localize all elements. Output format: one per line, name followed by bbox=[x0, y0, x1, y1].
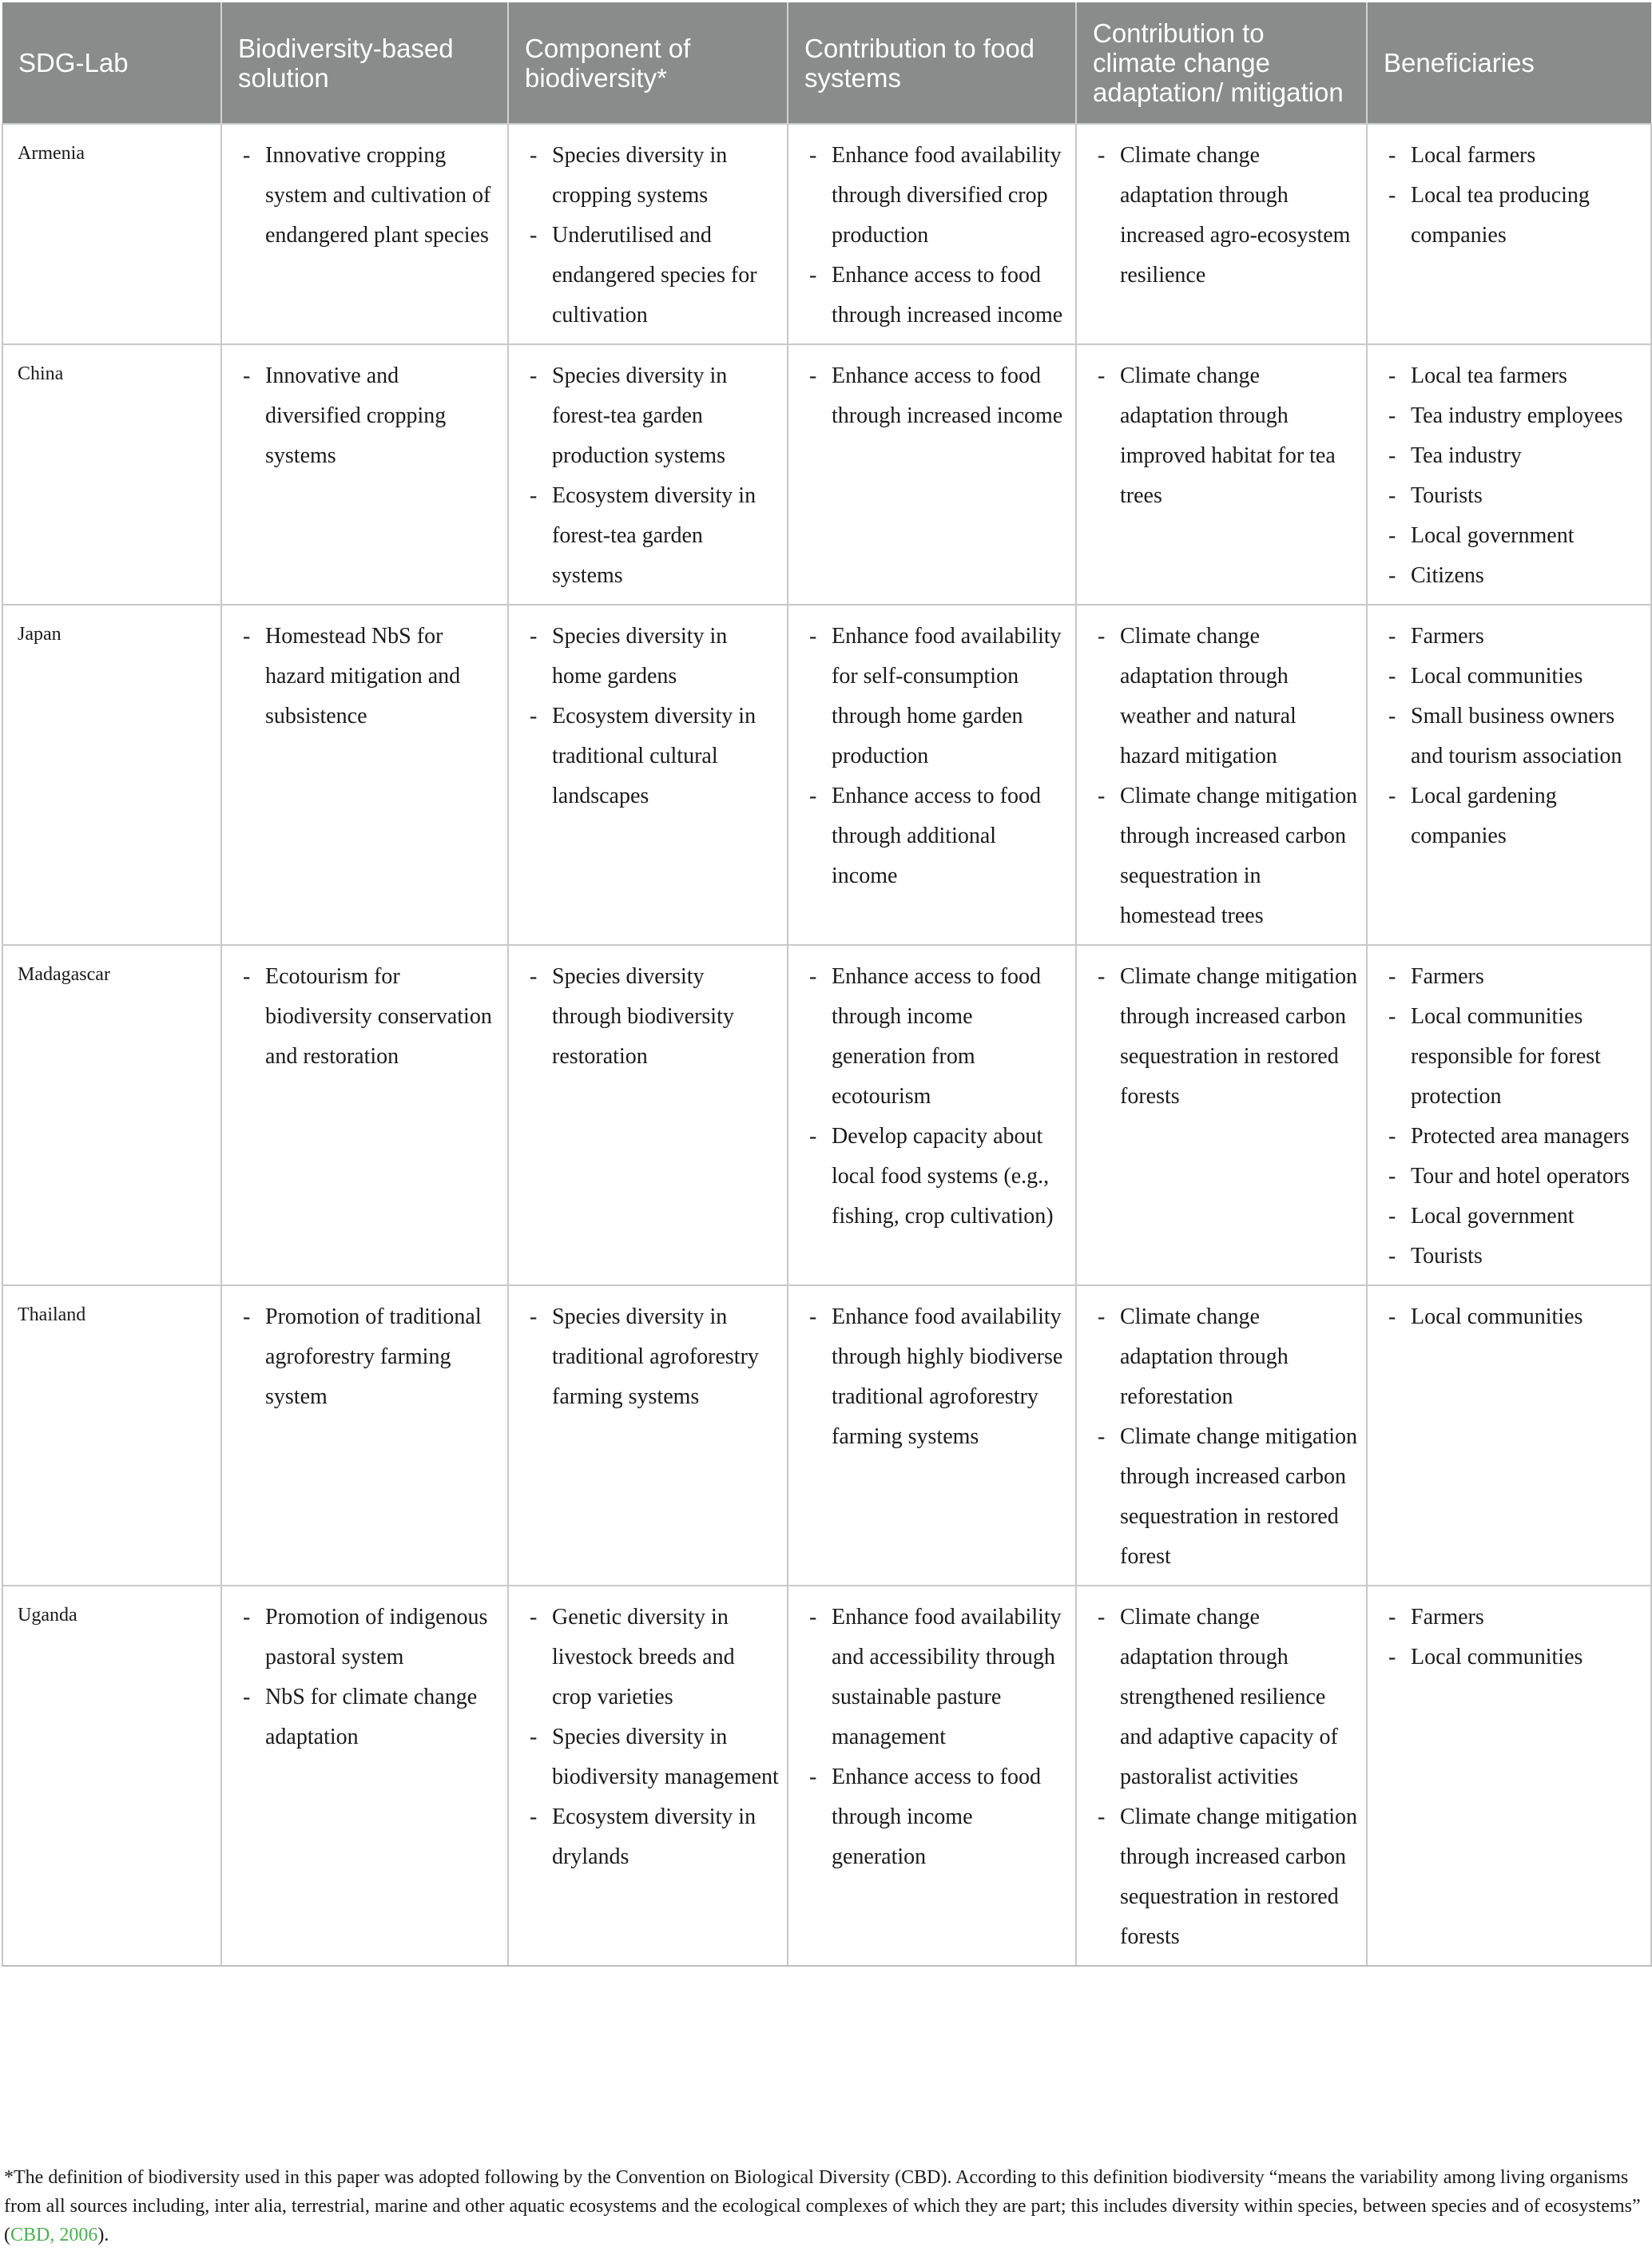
sdg-lab-table bbox=[2, 2, 1652, 1967]
climate-cell bbox=[1076, 1285, 1367, 1586]
list-item: - Ecosystem diversity in forest-tea garden systems bbox=[528, 476, 779, 596]
list-item: - Climate change adaptation through weather and natural hazard mitigation bbox=[1096, 617, 1358, 776]
food-systems-cell bbox=[788, 945, 1076, 1285]
list-item: - Tourists bbox=[1387, 476, 1642, 516]
list-item: - Enhance access to food through income generation from ecotourism bbox=[808, 957, 1067, 1117]
list-item: - Innovative cropping system and cultivation of endangered plant species bbox=[241, 136, 499, 256]
footnote-text: *The definition of biodiversity used in this paper was adopted following by the Convention on Biological Diversity (CBD). According to this definition biodiversity “means the variability among living organisms from all sources including, inter alia, terrestrial, marine and other aquatic ecosystems and the ecological complexes of which they are part; this includes diversity within species, between species and of ecosystems” ( bbox=[4, 2167, 1641, 2245]
list-item: - Tour and hotel operators bbox=[1387, 1157, 1642, 1197]
beneficiaries-cell bbox=[1367, 1586, 1651, 1966]
list-item: - Develop capacity about local food systems (e.g., fishing, crop cultivation) bbox=[808, 1117, 1067, 1237]
component-cell bbox=[508, 1586, 788, 1966]
component-cell bbox=[508, 945, 788, 1285]
table-header bbox=[2, 2, 1651, 124]
list-item: - Enhance access to food through increased income bbox=[808, 356, 1067, 436]
food-systems-cell bbox=[788, 1586, 1076, 1966]
beneficiaries-cell bbox=[1367, 344, 1651, 605]
bullet-list bbox=[1387, 356, 1642, 596]
country-cell: Thailand bbox=[2, 1285, 221, 1586]
bullet-list bbox=[1096, 957, 1358, 1117]
list-item: - Species diversity in biodiversity management bbox=[528, 1717, 779, 1797]
component-cell bbox=[508, 1285, 788, 1586]
list-item: - Species diversity in traditional agroforestry farming systems bbox=[528, 1297, 779, 1417]
list-item: - Enhance food availability for self-consumption through home garden production bbox=[808, 617, 1067, 776]
bullet-list bbox=[528, 957, 779, 1077]
table-row bbox=[2, 1285, 1651, 1586]
list-item: - Ecosystem diversity in drylands bbox=[528, 1797, 779, 1877]
bullet-list bbox=[528, 356, 779, 596]
climate-cell bbox=[1076, 605, 1367, 945]
solution-cell bbox=[221, 344, 508, 605]
climate-cell bbox=[1076, 124, 1367, 344]
bullet-list bbox=[528, 136, 779, 335]
list-item: - Climate change mitigation through increased carbon sequestration in restored forests bbox=[1096, 957, 1358, 1117]
bullet-list bbox=[1387, 957, 1642, 1276]
component-cell bbox=[508, 124, 788, 344]
country-cell: Uganda bbox=[2, 1586, 221, 1966]
table-body bbox=[2, 124, 1651, 1966]
bullet-list bbox=[241, 136, 499, 256]
list-item: - Local government bbox=[1387, 516, 1642, 556]
header-sdg-lab: SDG-Lab bbox=[2, 2, 221, 124]
bullet-list bbox=[808, 957, 1067, 1237]
list-item: - Local tea farmers bbox=[1387, 356, 1642, 396]
component-cell bbox=[508, 605, 788, 945]
bullet-list bbox=[808, 617, 1067, 896]
table-container bbox=[2, 2, 1650, 1967]
solution-cell bbox=[221, 1285, 508, 1586]
bullet-list bbox=[528, 617, 779, 816]
list-item: - Enhance food availability through highly biodiverse traditional agroforestry farming systems bbox=[808, 1297, 1067, 1457]
table-row bbox=[2, 605, 1651, 945]
list-item: - Local farmers bbox=[1387, 136, 1642, 176]
bullet-list bbox=[528, 1598, 779, 1877]
list-item: - Local communities responsible for forest protection bbox=[1387, 997, 1642, 1117]
list-item: - Tourists bbox=[1387, 1237, 1642, 1276]
bullet-list bbox=[1096, 356, 1358, 516]
bullet-list bbox=[241, 617, 499, 736]
bullet-list bbox=[241, 1598, 499, 1757]
list-item: - Farmers bbox=[1387, 617, 1642, 657]
bullet-list bbox=[1387, 617, 1642, 856]
list-item: - Local communities bbox=[1387, 657, 1642, 697]
list-item: - Farmers bbox=[1387, 1598, 1642, 1638]
food-systems-cell bbox=[788, 344, 1076, 605]
bullet-list bbox=[808, 1598, 1067, 1877]
list-item: - Species diversity through biodiversity restoration bbox=[528, 957, 779, 1077]
list-item: - Enhance food availability and accessibility through sustainable pasture management bbox=[808, 1598, 1067, 1757]
footnote bbox=[4, 2163, 1642, 2249]
bullet-list bbox=[241, 1297, 499, 1417]
beneficiaries-cell bbox=[1367, 945, 1651, 1285]
country-cell: Armenia bbox=[2, 124, 221, 344]
list-item: - Species diversity in cropping systems bbox=[528, 136, 779, 216]
list-item: - Genetic diversity in livestock breeds and crop varieties bbox=[528, 1598, 779, 1717]
bullet-list bbox=[808, 1297, 1067, 1457]
header-row bbox=[2, 2, 1651, 124]
bullet-list bbox=[1096, 1598, 1358, 1957]
solution-cell bbox=[221, 605, 508, 945]
bullet-list bbox=[528, 1297, 779, 1417]
header-climate: Contribution to climate change adaptation/ mitigation bbox=[1076, 2, 1367, 124]
list-item: - Enhance food availability through diversified crop production bbox=[808, 136, 1067, 256]
list-item: - Tea industry employees bbox=[1387, 396, 1642, 436]
table-row bbox=[2, 124, 1651, 344]
climate-cell bbox=[1076, 344, 1367, 605]
bullet-list bbox=[1096, 136, 1358, 296]
list-item: - NbS for climate change adaptation bbox=[241, 1677, 499, 1757]
list-item: - Promotion of indigenous pastoral system bbox=[241, 1598, 499, 1677]
country-cell: China bbox=[2, 344, 221, 605]
bullet-list bbox=[1387, 1297, 1642, 1337]
list-item: - Enhance access to food through income generation bbox=[808, 1757, 1067, 1877]
list-item: - Local communities bbox=[1387, 1297, 1642, 1337]
food-systems-cell bbox=[788, 124, 1076, 344]
header-component: Component of biodiversity* bbox=[508, 2, 788, 124]
table-row bbox=[2, 1586, 1651, 1966]
bullet-list bbox=[1387, 136, 1642, 256]
beneficiaries-cell bbox=[1367, 124, 1651, 344]
solution-cell bbox=[221, 1586, 508, 1966]
list-item: - Enhance access to food through increased income bbox=[808, 256, 1067, 335]
bullet-list bbox=[1096, 1297, 1358, 1577]
food-systems-cell bbox=[788, 605, 1076, 945]
list-item: - Farmers bbox=[1387, 957, 1642, 997]
bullet-list bbox=[1387, 1598, 1642, 1677]
country-cell: Japan bbox=[2, 605, 221, 945]
list-item: - Climate change adaptation through improved habitat for tea trees bbox=[1096, 356, 1358, 516]
bullet-list bbox=[808, 356, 1067, 436]
list-item: - Enhance access to food through additional income bbox=[808, 776, 1067, 896]
list-item: - Underutilised and endangered species for cultivation bbox=[528, 216, 779, 335]
footnote-citation-link[interactable]: CBD, 2006 bbox=[10, 2225, 98, 2245]
list-item: - Local tea producing companies bbox=[1387, 176, 1642, 256]
header-food-systems: Contribution to food systems bbox=[788, 2, 1076, 124]
list-item: - Climate change adaptation through increased agro-ecosystem resilience bbox=[1096, 136, 1358, 296]
climate-cell bbox=[1076, 945, 1367, 1285]
solution-cell bbox=[221, 945, 508, 1285]
bullet-list bbox=[241, 356, 499, 476]
list-item: - Species diversity in forest-tea garden production systems bbox=[528, 356, 779, 476]
list-item: - Local government bbox=[1387, 1197, 1642, 1237]
list-item: - Protected area managers bbox=[1387, 1117, 1642, 1157]
header-beneficiaries: Beneficiaries bbox=[1367, 2, 1651, 124]
list-item: - Species diversity in home gardens bbox=[528, 617, 779, 697]
bullet-list bbox=[241, 957, 499, 1077]
list-item: - Local gardening companies bbox=[1387, 776, 1642, 856]
list-item: - Tea industry bbox=[1387, 436, 1642, 476]
list-item: - Promotion of traditional agroforestry farming system bbox=[241, 1297, 499, 1417]
list-item: - Ecotourism for biodiversity conservation and restoration bbox=[241, 957, 499, 1077]
climate-cell bbox=[1076, 1586, 1367, 1966]
table-row bbox=[2, 344, 1651, 605]
list-item: - Climate change adaptation through reforestation bbox=[1096, 1297, 1358, 1417]
beneficiaries-cell bbox=[1367, 1285, 1651, 1586]
list-item: - Climate change adaptation through strengthened resilience and adaptive capacity of pastoralist activities bbox=[1096, 1598, 1358, 1797]
component-cell bbox=[508, 344, 788, 605]
header-solution: Biodiversity-based solution bbox=[221, 2, 508, 124]
list-item: - Citizens bbox=[1387, 556, 1642, 596]
country-cell: Madagascar bbox=[2, 945, 221, 1285]
list-item: - Climate change mitigation through increased carbon sequestration in restored forest bbox=[1096, 1417, 1358, 1577]
list-item: - Small business owners and tourism association bbox=[1387, 697, 1642, 776]
solution-cell bbox=[221, 124, 508, 344]
list-item: - Local communities bbox=[1387, 1638, 1642, 1677]
footnote-end: ). bbox=[97, 2225, 109, 2245]
list-item: - Innovative and diversified cropping systems bbox=[241, 356, 499, 476]
food-systems-cell bbox=[788, 1285, 1076, 1586]
list-item: - Homestead NbS for hazard mitigation and subsistence bbox=[241, 617, 499, 736]
beneficiaries-cell bbox=[1367, 605, 1651, 945]
table-row bbox=[2, 945, 1651, 1285]
list-item: - Climate change mitigation through increased carbon sequestration in homestead trees bbox=[1096, 776, 1358, 936]
bullet-list bbox=[1096, 617, 1358, 936]
bullet-list bbox=[808, 136, 1067, 335]
list-item: - Ecosystem diversity in traditional cultural landscapes bbox=[528, 697, 779, 816]
list-item: - Climate change mitigation through increased carbon sequestration in restored forests bbox=[1096, 1797, 1358, 1957]
